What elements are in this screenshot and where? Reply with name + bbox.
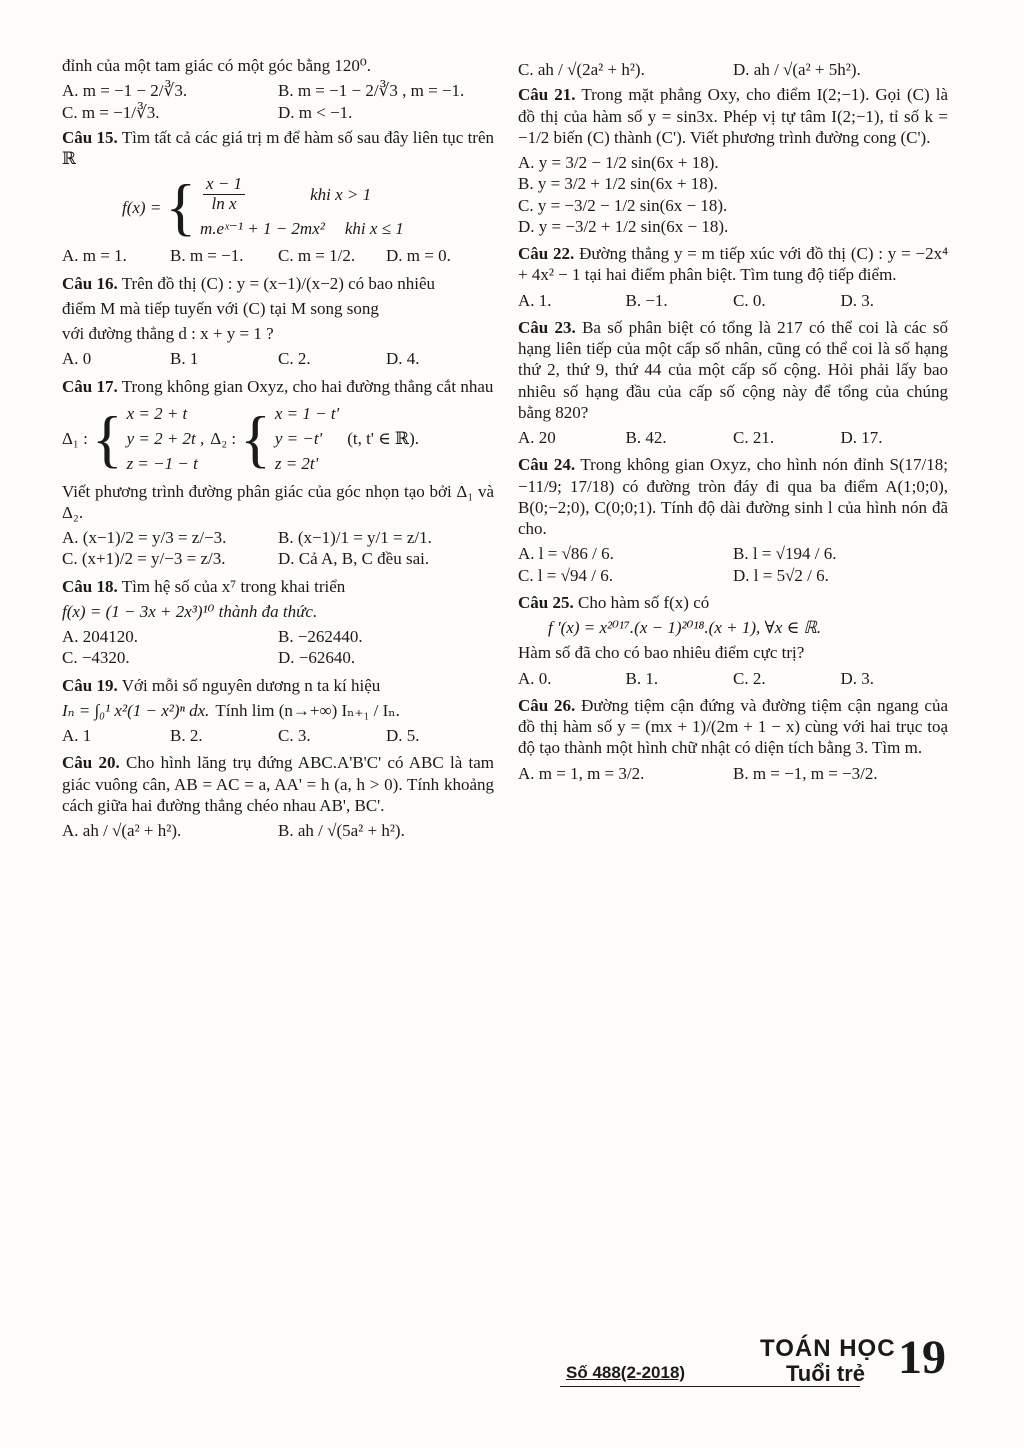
q25-options <box>518 668 948 689</box>
q17-d2-brace: { <box>240 402 271 474</box>
q18-options <box>62 626 494 669</box>
q19-math <box>62 700 494 721</box>
q15-option-b: B. m = −1. <box>170 246 244 266</box>
q25-option-d: D. 3. <box>840 668 875 688</box>
q17-options <box>62 527 494 570</box>
q15-brace: { <box>165 171 197 243</box>
q19-option-a: A. 1 <box>62 726 92 745</box>
q23-options <box>518 427 948 448</box>
q14-option-c: C. m = −1/∛3. <box>62 102 160 122</box>
q16-stem-3: với đường thẳng d : x + y = 1 ? <box>62 324 274 343</box>
q20-options-ab <box>62 820 494 841</box>
q21-option-b: B. y = 3/2 + 1/2 sin(6x + 18). <box>518 174 718 194</box>
q23-label: Câu 23. <box>518 317 576 337</box>
q25-stem: Cho hàm số f(x) có <box>577 592 710 612</box>
q19-stem: Với mỗi số nguyên dương n ta kí hiệu <box>121 675 381 695</box>
q16-option-d: D. 4. <box>386 349 420 369</box>
q26-option-b: B. m = −1, m = −3/2. <box>733 763 878 783</box>
q15-option-c: C. m = 1/2. <box>278 246 356 266</box>
question-18 <box>62 576 494 669</box>
q17-d2-system: x = 1 − t' y = −t' z = 2t' <box>274 403 340 474</box>
q25-ask: Hàm số đã cho có bao nhiêu điểm cực trị? <box>518 643 805 663</box>
q20-option-b: B. ah / √(5a² + h²). <box>278 821 405 840</box>
q17-d2-cond: (t, t' ∈ ℝ). <box>347 429 419 448</box>
q25-option-a: A. 0. <box>518 668 552 688</box>
q22-stem: Đường thẳng y = m tiếp xúc với đồ thị (C) : y = −2x⁴ + 4x² − 1 tại hai điểm phân biệt. Tìm tung độ tiếp điểm. <box>518 244 949 285</box>
magazine-logo-top: TOÁN HỌC <box>760 1335 896 1362</box>
q25-label: Câu 25. <box>518 592 574 612</box>
q16-option-c: C. 2. <box>278 349 311 369</box>
question-22 <box>518 243 948 311</box>
page-footer <box>560 1332 980 1392</box>
q24-option-b: B. l = √194 / 6. <box>733 544 837 564</box>
q24-option-d: D. l = 5√2 / 6. <box>733 565 829 585</box>
footer-rule <box>560 1386 860 1387</box>
q14-option-a: A. m = −1 − 2/∛3. <box>62 81 188 101</box>
question-17 <box>62 376 494 570</box>
q23-option-b: B. 42. <box>625 428 667 447</box>
q17-option-a: A. (x−1)/2 = y/3 = z/−3. <box>62 528 227 547</box>
q18-fx: f(x) = (1 − 3x + 2x³)¹⁰ thành đa thức. <box>62 601 318 621</box>
question-20 <box>62 752 494 841</box>
q20-option-d: D. ah / √(a² + 5h²). <box>733 60 861 79</box>
question-24 <box>518 454 948 586</box>
q19-ask: Tính lim (n→+∞) Iₙ₊₁ / Iₙ. <box>215 700 400 720</box>
q25-derivative: f '(x) = x²⁰¹⁷.(x − 1)²⁰¹⁸.(x + 1), ∀x ∈ ℝ. <box>548 618 822 637</box>
question-15 <box>62 127 494 267</box>
q22-option-b: B. −1. <box>625 290 668 310</box>
q20-option-a: A. ah / √(a² + h²). <box>62 821 182 840</box>
q15-cases <box>200 175 404 239</box>
q17-label: Câu 17. <box>62 376 118 396</box>
q23-option-c: C. 21. <box>733 428 775 447</box>
page-number: 19 <box>898 1331 946 1384</box>
q15-stem: Tìm tất cả các giá trị m để hàm số sau đây liên tục trên ℝ <box>62 127 494 168</box>
q24-option-a: A. l = √86 / 6. <box>518 544 614 564</box>
q15-case2-cond: khi x ≤ 1 <box>344 218 404 238</box>
q18-option-b: B. −262440. <box>278 627 363 646</box>
q15-case2: m.eˣ⁻¹ + 1 − 2mx² <box>200 218 325 238</box>
q17-systems <box>62 403 494 475</box>
q23-option-a: A. 20 <box>518 428 556 447</box>
q16-option-a: A. 0 <box>62 349 92 369</box>
q21-option-c: C. y = −3/2 − 1/2 sin(6x − 18). <box>518 195 728 215</box>
q17-d2-label: Δ₂ : <box>210 429 237 448</box>
q15-options <box>62 245 494 266</box>
q23-option-d: D. 17. <box>840 428 883 447</box>
q24-option-c: C. l = √94 / 6. <box>518 565 613 585</box>
q19-option-d: D. 5. <box>386 726 420 745</box>
q22-options <box>518 290 948 311</box>
magazine-logo-bottom: Tuổi trẻ <box>786 1361 866 1386</box>
q15-piecewise <box>122 171 494 243</box>
q20-option-c: C. ah / √(2a² + h²). <box>518 60 645 79</box>
q18-label: Câu 18. <box>62 576 118 596</box>
q16-stem-2: điểm M mà tiếp tuyến với (C) tại M song song <box>62 298 379 318</box>
question-25 <box>518 592 948 689</box>
q22-option-c: C. 0. <box>733 290 766 310</box>
question-23 <box>518 317 948 449</box>
q15-case1-frac: $\frac{x - 1}{\text{ln x}}$ <box>203 175 245 213</box>
q14-option-b: B. m = −1 − 2/∛3 , m = −1. <box>278 81 465 101</box>
left-column <box>62 55 494 847</box>
q19-option-b: B. 2. <box>170 726 203 745</box>
q19-integral: Iₙ = ∫₀¹ x²(1 − x²)ⁿ dx. <box>62 700 210 720</box>
q16-label: Câu 16. <box>62 273 118 293</box>
q15-option-d: D. m = 0. <box>386 246 451 266</box>
question-19 <box>62 675 494 747</box>
q17-d1-brace: { <box>91 402 123 474</box>
q15-label: Câu 15. <box>62 127 118 147</box>
q15-case1-cond: khi x > 1 <box>310 185 372 204</box>
q20-options-cd <box>518 59 948 80</box>
q16-options <box>62 348 494 369</box>
q19-label: Câu 19. <box>62 675 118 695</box>
q18-option-d: D. −62640. <box>278 648 356 668</box>
q19-option-c: C. 3. <box>278 726 311 745</box>
q22-option-a: A. 1. <box>518 290 552 310</box>
q21-option-d: D. y = −3/2 + 1/2 sin(6x − 18). <box>518 216 729 236</box>
q24-label: Câu 24. <box>518 455 576 475</box>
q18-option-c: C. −4320. <box>62 648 130 668</box>
q24-options <box>518 543 948 586</box>
q18-stem: Tìm hệ số của x⁷ trong khai triển <box>121 576 346 596</box>
q17-ask: Viết phương trình đường phân giác của góc nhọn tạo bởi Δ₁ và Δ₂. <box>62 481 494 522</box>
q25-option-c: C. 2. <box>733 668 766 688</box>
q20-label: Câu 20. <box>62 753 120 773</box>
q17-option-c: C. (x+1)/2 = y/−3 = z/3. <box>62 549 226 569</box>
q15-option-a: A. m = 1. <box>62 246 127 266</box>
q22-label: Câu 22. <box>518 244 575 263</box>
q21-label: Câu 21. <box>518 85 576 105</box>
q16-option-b: B. 1 <box>170 349 199 369</box>
q26-label: Câu 26. <box>518 695 576 715</box>
q20-stem: Cho hình lăng trụ đứng ABC.A'B'C' có ABC là tam giác vuông cân, AB = AC = a, AA' = h (a, h > 0). Tính khoảng cách giữa hai đường thẳng chéo nhau AB', BC'. <box>62 753 495 815</box>
question-26 <box>518 695 948 784</box>
q21-stem: Trong mặt phẳng Oxy, cho điểm I(2;−1). Gọi (C) là đồ thị của hàm số y = sin3x. Phép vị tự tâm I(2;−1), tỉ số k = −1/2 biến (C) thành (C'). Viết phương trình đường cong (C'). <box>518 85 948 147</box>
q14-options <box>62 80 494 123</box>
q17-d1-system: x = 2 + t y = 2 + 2t , z = −1 − t <box>126 403 205 474</box>
q26-stem: Đường tiệm cận đứng và đường tiệm cận ngang của đồ thị hàm số y = (mx + 1)/(2m + 1 − x) cùng với hai trục toạ độ tạo thành một hình chữ nhật có diện tích bằng 3. Tìm m. <box>518 695 949 758</box>
q17-option-d: D. Cả A, B, C đều sai. <box>278 549 430 569</box>
q16-stem-1: Trên đồ thị (C) : y = (x−1)/(x−2) có bao nhiêu <box>121 273 436 293</box>
q18-option-a: A. 204120. <box>62 627 139 646</box>
q23-stem: Ba số phân biệt có tổng là 217 có thể coi là các số hạng liên tiếp của một cấp số nhân, cũng có thể coi là số hạng thứ 2, thứ 9, thứ 44 của một cấp số cộng. Hỏi phải lấy bao nhiêu số hạng đầu của cấp số cộng này để tổng của chúng bằng 820? <box>518 317 949 422</box>
question-21 <box>518 84 948 237</box>
q17-stem: Trong không gian Oxyz, cho hai đường thẳng cắt nhau <box>121 376 494 396</box>
q26-option-a: A. m = 1, m = 3/2. <box>518 763 645 783</box>
q19-options <box>62 725 494 746</box>
q15-fx: f(x) = <box>122 197 162 217</box>
issue-number: Số 488(2-2018) <box>566 1363 686 1382</box>
q25-option-b: B. 1. <box>625 668 659 688</box>
q17-d1-label: Δ₁ : <box>62 429 88 448</box>
q24-stem: Trong không gian Oxyz, cho hình nón đỉnh S(17/18; −11/9; 17/18) có đường tròn đáy đi qua ba điểm A(1;0;0), B(0;−2;0), C(0;0;1). Tính độ dài đường sinh l của hình nón đã cho. <box>518 455 949 538</box>
right-column <box>518 55 948 790</box>
q26-options <box>518 763 948 784</box>
question-16 <box>62 273 494 370</box>
q22-option-d: D. 3. <box>840 290 875 310</box>
q21-option-a: A. y = 3/2 − 1/2 sin(6x + 18). <box>518 153 719 172</box>
q17-option-b: B. (x−1)/1 = y/1 = z/1. <box>278 528 432 547</box>
q21-options <box>518 152 948 237</box>
q14-continuation: đỉnh của một tam giác có một góc bằng 120⁰. <box>62 56 371 75</box>
q14-option-d: D. m < −1. <box>278 102 353 122</box>
